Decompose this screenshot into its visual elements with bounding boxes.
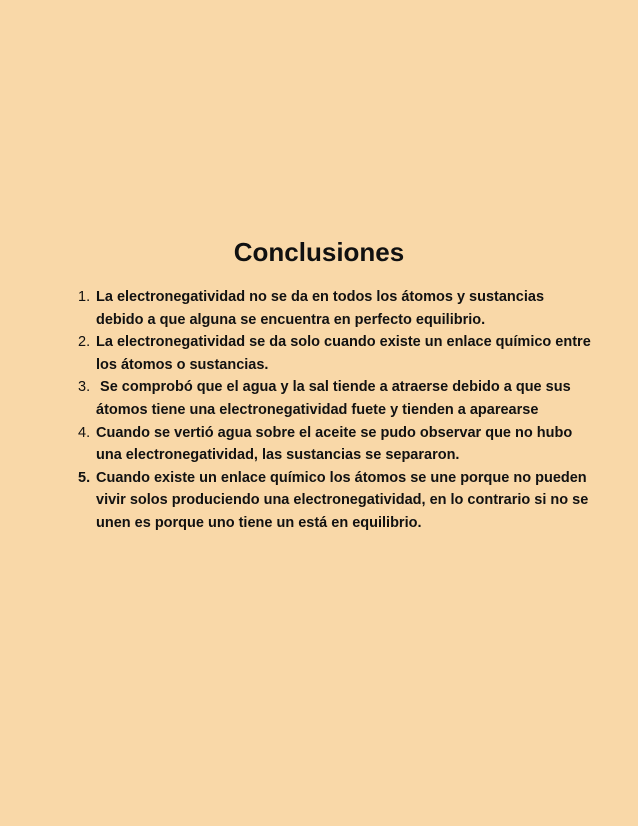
list-item	[78, 376, 593, 421]
list-item-number: 1.	[78, 289, 91, 305]
list-item-text: La electronegatividad no se da en todos los átomos y sustancias debido a que alguna se encuentra en perfecto equilibrio.	[96, 289, 545, 328]
list-item-number: 3.	[78, 379, 91, 396]
list-item	[78, 467, 593, 535]
list-item-text: Cuando existe un enlace químico los átomos se une porque no pueden vivir solos produciendo una electronegatividad, en lo contrario si no se unen es porque uno tiene un está en equilibrio.	[96, 469, 589, 531]
conclusions-list	[78, 286, 593, 535]
list-item	[78, 331, 593, 376]
list-item-text: La electronegatividad se da solo cuando existe un enlace químico entre los átomos o sustancias.	[96, 334, 591, 373]
list-item-number: 4.	[78, 424, 91, 441]
list-item-text: Se comprobó que el agua y la sal tiende a atraerse debido a que sus átomos tiene una electronegatividad fuete y tienden a aparearse	[96, 379, 575, 418]
list-item	[78, 422, 593, 467]
page-title: Conclusiones	[233, 237, 405, 267]
list-item-text: Cuando se vertió agua sobre el aceite se pudo observar que no hubo una electronegatividad, las sustancias se separaron.	[96, 424, 573, 464]
list-item-number: 2.	[78, 334, 91, 351]
list-item-number: 5.	[78, 469, 91, 486]
list-item	[78, 286, 593, 331]
